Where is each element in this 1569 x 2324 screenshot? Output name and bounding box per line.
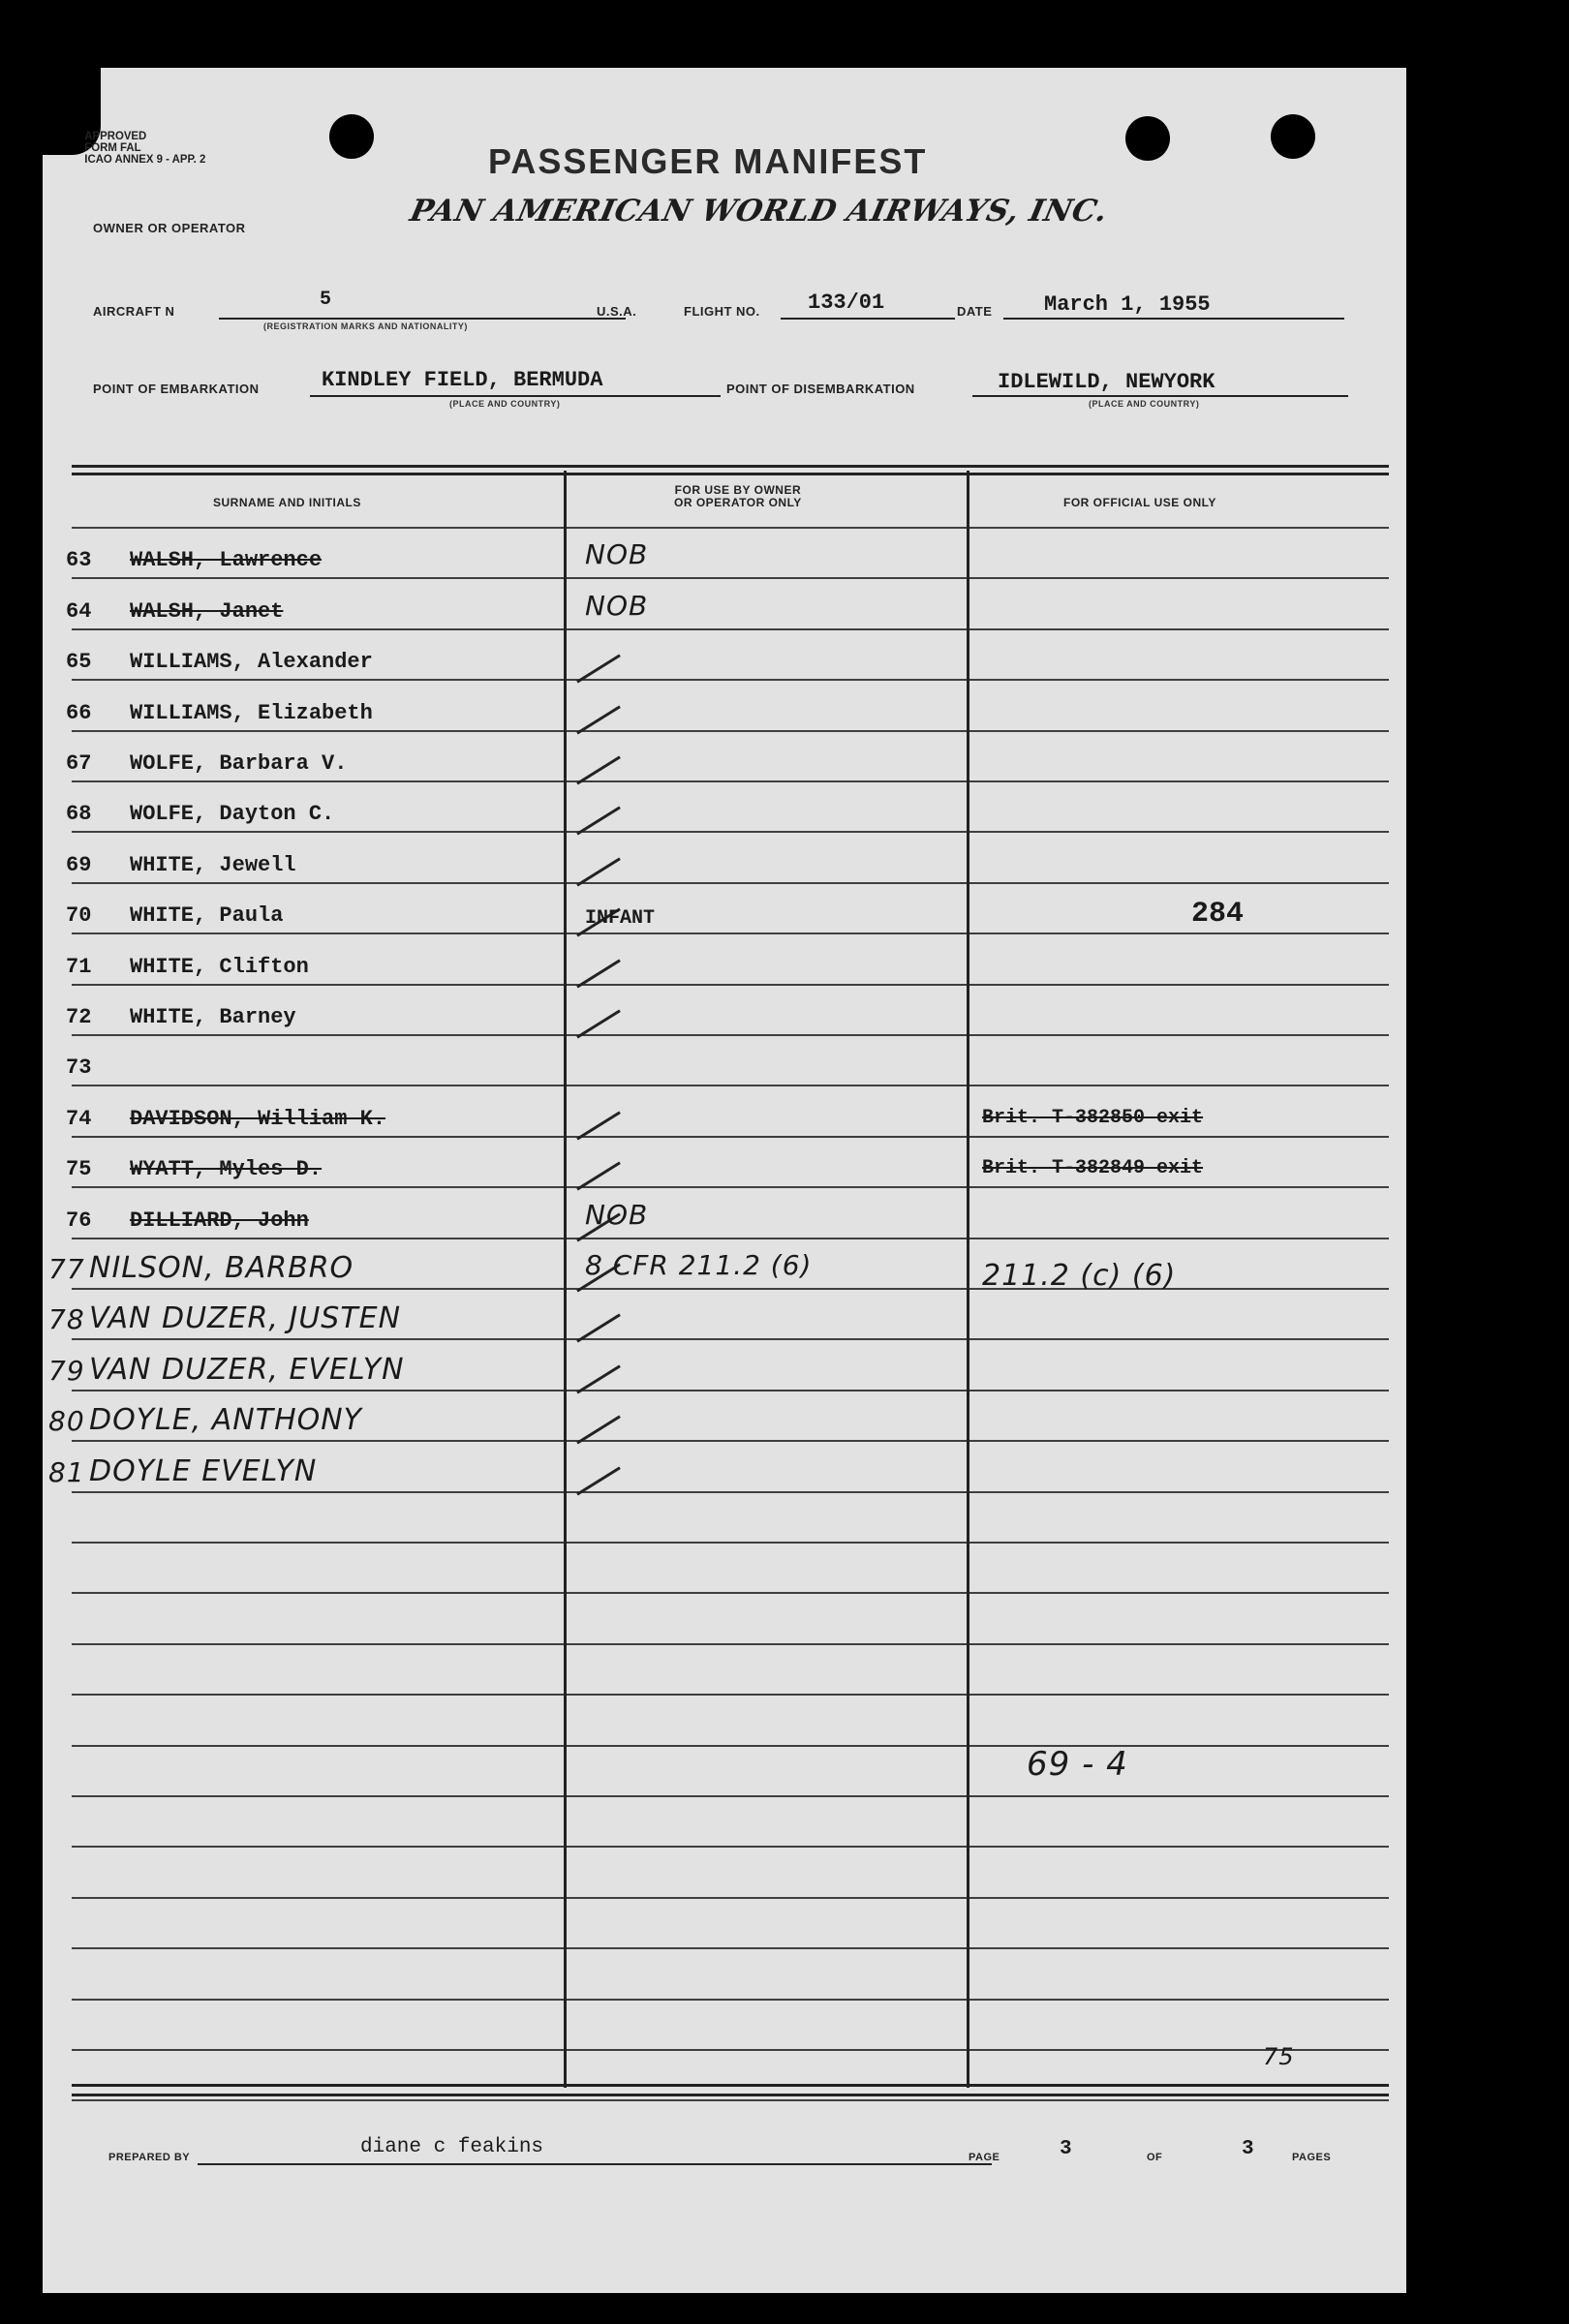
passenger-name: WHITE, Jewell	[130, 853, 296, 877]
owner-note: NOB	[585, 590, 649, 622]
row-rule	[72, 527, 1389, 529]
row-rule	[72, 1542, 1389, 1544]
owner-note: 8 CFR 211.2 (6)	[585, 1249, 813, 1281]
row-number: 65	[66, 650, 92, 674]
passenger-name: DOYLE EVELYN	[89, 1454, 318, 1488]
row-rule	[72, 1694, 1389, 1696]
row-rule	[72, 730, 1389, 732]
row-number: 72	[66, 1005, 92, 1029]
row-number: 74	[66, 1107, 92, 1131]
row-rule	[72, 1999, 1389, 2001]
row-rule	[72, 1186, 1389, 1188]
usa-label: U.S.A.	[597, 304, 637, 319]
row-number: 73	[66, 1055, 92, 1080]
row-rule	[72, 1643, 1389, 1645]
punch-hole	[1271, 114, 1315, 159]
table-bottom-rule	[72, 2084, 1389, 2087]
row-rule	[72, 1085, 1389, 1086]
row-rule	[72, 1440, 1389, 1442]
row-rule	[72, 577, 1389, 579]
passenger-name: WALSH, Lawrence	[130, 548, 323, 572]
row-number: 69	[66, 853, 92, 877]
row-rule	[72, 831, 1389, 833]
passenger-name: DOYLE, ANTHONY	[89, 1403, 363, 1437]
date-underline	[1003, 318, 1344, 320]
row-rule	[72, 1897, 1389, 1899]
tally-note: 69 - 4	[1027, 1745, 1128, 1784]
row-rule	[72, 2099, 1389, 2101]
row-rule	[72, 1338, 1389, 1340]
page-value: 3	[1060, 2138, 1072, 2160]
table-top-rule	[72, 465, 1389, 468]
flight-label: FLIGHT NO.	[684, 304, 760, 319]
row-rule	[72, 1592, 1389, 1594]
row-rule	[72, 1390, 1389, 1391]
row-number: 79	[48, 1355, 85, 1387]
owner-note: NOB	[585, 538, 649, 570]
passenger-name: WALSH, Janet	[130, 599, 284, 624]
pages-value: 3	[1242, 2138, 1254, 2160]
row-number: 80	[48, 1405, 85, 1437]
col-header-official: FOR OFFICIAL USE ONLY	[1063, 496, 1216, 509]
punch-hole	[1125, 116, 1170, 161]
row-rule	[72, 1745, 1389, 1747]
owner-note: NOB	[585, 1199, 649, 1231]
embark-label: POINT OF EMBARKATION	[93, 382, 260, 396]
passenger-name: WHITE, Paula	[130, 903, 284, 928]
passenger-name: WHITE, Clifton	[130, 955, 309, 979]
row-rule	[72, 1846, 1389, 1848]
page-label: PAGE	[969, 2152, 1000, 2163]
passenger-name: WYATT, Myles D.	[130, 1157, 323, 1181]
manifest-sheet	[43, 68, 1406, 2293]
passenger-name: WILLIAMS, Alexander	[130, 650, 373, 674]
owner-note: INFANT	[585, 907, 656, 930]
disembark-value: IDLEWILD, NEWYORK	[998, 370, 1215, 394]
passenger-name: WOLFE, Barbara V.	[130, 751, 348, 776]
row-number: 63	[66, 548, 92, 572]
row-rule	[72, 1288, 1389, 1290]
row-number: 77	[48, 1253, 85, 1285]
official-note: Brit. T-382849 exit	[982, 1157, 1204, 1179]
passenger-name: WILLIAMS, Elizabeth	[130, 701, 373, 725]
approved-stamp: APPROVED FORM FAL ICAO ANNEX 9 - APP. 2	[84, 129, 206, 166]
disembark-label: POINT OF DISEMBARKATION	[726, 382, 915, 396]
disembark-caption: (PLACE AND COUNTRY)	[1089, 399, 1200, 409]
corner-note: 75	[1263, 2043, 1295, 2070]
row-rule	[72, 882, 1389, 884]
table-bottom-rule-2	[72, 2094, 1389, 2096]
row-number: 70	[66, 903, 92, 928]
row-number: 75	[66, 1157, 92, 1181]
col-header-owner: FOR USE BY OWNER OR OPERATOR ONLY	[674, 483, 802, 509]
row-rule	[72, 628, 1389, 630]
passenger-name: WHITE, Barney	[130, 1005, 296, 1029]
embark-underline	[310, 395, 721, 397]
disembark-underline	[972, 395, 1348, 397]
aircraft-label: AIRCRAFT N	[93, 304, 175, 319]
prepared-label: PREPARED BY	[108, 2152, 191, 2163]
official-note: Brit. T-382850 exit	[982, 1107, 1204, 1129]
row-number: 81	[48, 1456, 85, 1488]
row-rule	[72, 679, 1389, 681]
passenger-name: DAVIDSON, William K.	[130, 1107, 386, 1131]
row-number: 71	[66, 955, 92, 979]
of-label: OF	[1147, 2152, 1163, 2163]
row-rule	[72, 984, 1389, 986]
official-note: 284	[1191, 898, 1245, 931]
row-rule	[72, 1034, 1389, 1036]
row-rule	[72, 933, 1389, 934]
prepared-underline	[198, 2163, 992, 2165]
row-number: 67	[66, 751, 92, 776]
aircraft-underline	[219, 318, 626, 320]
row-number: 68	[66, 802, 92, 826]
row-number: 64	[66, 599, 92, 624]
aircraft-caption: (REGISTRATION MARKS AND NATIONALITY)	[263, 321, 468, 331]
row-number: 78	[48, 1303, 85, 1335]
row-rule	[72, 1238, 1389, 1239]
official-note: 211.2 (c) (6)	[982, 1259, 1177, 1293]
flight-underline	[781, 318, 955, 320]
embark-value: KINDLEY FIELD, BERMUDA	[322, 368, 603, 392]
flight-value: 133/01	[808, 290, 885, 315]
embark-caption: (PLACE AND COUNTRY)	[449, 399, 561, 409]
pages-label: PAGES	[1292, 2152, 1332, 2163]
passenger-name: VAN DUZER, JUSTEN	[89, 1301, 402, 1335]
row-rule	[72, 780, 1389, 782]
row-rule	[72, 2049, 1389, 2051]
passenger-name: DILLIARD, John	[130, 1208, 309, 1233]
passenger-name: WOLFE, Dayton C.	[130, 802, 335, 826]
row-rule	[72, 1136, 1389, 1138]
owner-label: OWNER OR OPERATOR	[93, 221, 246, 235]
punch-hole	[329, 114, 374, 159]
row-rule	[72, 1491, 1389, 1493]
row-number: 66	[66, 701, 92, 725]
table-top-rule-2	[72, 473, 1389, 475]
prepared-value: diane c feakins	[360, 2136, 544, 2158]
col-header-surname: SURNAME AND INITIALS	[213, 496, 361, 509]
passenger-name: NILSON, BARBRO	[89, 1251, 354, 1285]
row-number: 76	[66, 1208, 92, 1233]
date-label: DATE	[957, 304, 993, 319]
aircraft-value: 5	[320, 289, 332, 311]
page-title: PASSENGER MANIFEST	[488, 141, 928, 181]
passenger-name: VAN DUZER, EVELYN	[89, 1353, 405, 1387]
row-rule	[72, 1947, 1389, 1949]
date-value: March 1, 1955	[1044, 292, 1211, 317]
row-rule	[72, 1795, 1389, 1797]
owner-value: PAN AMERICAN WORLD AIRWAYS, INC.	[407, 194, 1111, 229]
